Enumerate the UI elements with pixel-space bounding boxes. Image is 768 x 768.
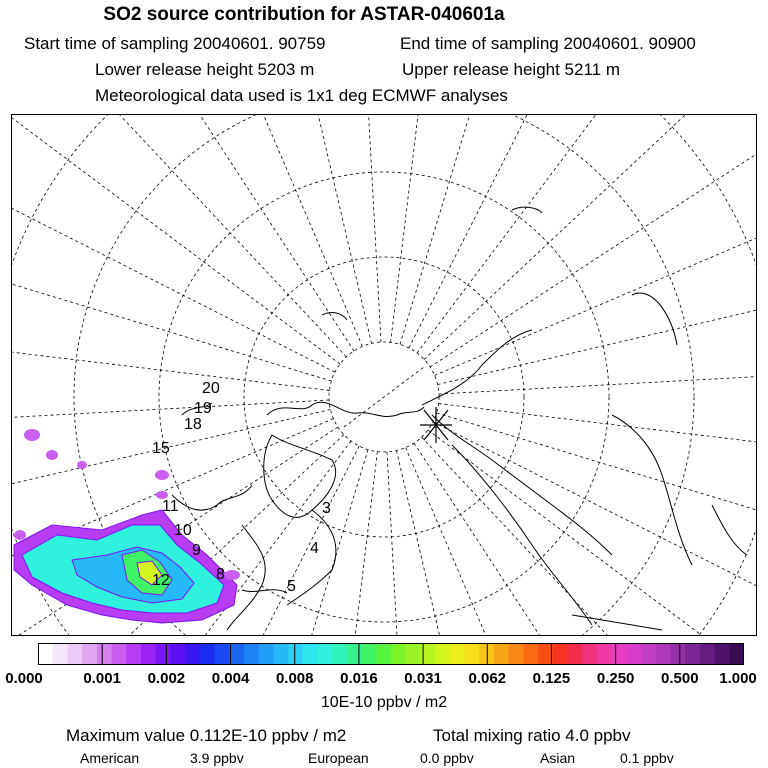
color-scale-cell [141,643,156,665]
plume-patch [24,429,40,441]
color-scale-cell [200,643,215,665]
color-scale-tick-label: 0.250 [596,670,635,687]
contour-label: 8 [216,566,225,583]
pole-line [344,367,424,427]
american-value: 3.9 ppbv [190,750,244,766]
end-time-label: End time of sampling 20040601. 90900 [400,34,696,53]
american-label: American [80,750,140,766]
plume-patch [77,461,87,469]
european-value: 0.0 ppbv [420,750,474,766]
color-scale-cell [259,643,274,665]
contour-label: 11 [162,498,179,515]
color-scale-cell [347,643,362,665]
color-scale-cell [626,643,641,665]
meridian-line [433,422,757,636]
color-scale-cell [170,643,185,665]
maximum-value-label: Maximum value 0.112E-10 ppbv / m2 [66,726,347,745]
color-scale-cell [82,643,97,665]
meridian-line [439,348,757,394]
meridian-line [430,115,757,367]
color-scale-cell [406,643,421,665]
color-scale-cell [523,643,538,665]
release-site-marker [420,407,452,443]
color-scale-cell [465,643,480,665]
meridian-line [180,115,372,343]
color-scale-bar [38,643,744,667]
lower-release-label: Lower release height 5203 m [95,60,315,79]
contour-label: 4 [310,540,319,557]
meridian-line [439,404,757,505]
color-scale-cell [97,643,112,665]
color-scale-tick-label: 1.000 [719,670,757,687]
asian-value: 0.1 ppbv [620,750,674,766]
color-scale-cell [450,643,465,665]
plume-patch [224,570,240,580]
meridian-line [12,400,329,446]
asian-label: Asian [540,750,576,766]
plume-patch [14,530,26,540]
color-scale-cell [185,643,200,665]
color-scale-cell [317,643,332,665]
color-scale-cell [435,643,450,665]
color-scale-cell [376,643,391,665]
meridian-line [391,115,492,342]
contour-label: 12 [152,572,170,589]
meridian-line [276,452,377,636]
meridian-line [12,115,335,372]
color-scale-cell [126,643,141,665]
plume-patch [155,470,169,480]
meridian-line [12,289,329,390]
color-scale-tick-label: 0.062 [468,670,507,687]
color-scale-cell [509,643,524,665]
color-scale-cell [38,643,53,665]
meridian-line [406,448,738,636]
meridian-line [422,437,757,636]
color-scale-tick-label: 0.031 [404,670,442,687]
color-scale-cell [670,643,685,665]
meridian-line [417,115,757,353]
contour-label: 5 [287,578,296,595]
contour-label: 18 [184,416,202,433]
color-scale-cell [156,643,171,665]
units-label: 10E-10 ppbv / m2 [320,694,448,711]
color-scale-cell [494,643,509,665]
contour-label: 3 [322,500,331,517]
color-scale-cell [612,643,627,665]
start-time-label: Start time of sampling 20040601. 90759 [24,34,326,53]
contour-label: 15 [152,440,170,457]
meridian-line [424,115,757,359]
color-scale-cell [391,643,406,665]
color-scale-cell [685,643,700,665]
color-scale-cell [729,643,744,665]
color-scale-tick-label: 0.500 [661,670,699,687]
color-scale-cell [641,643,656,665]
meridian-line [335,115,381,342]
color-scale-cell [582,643,597,665]
contour-label: 20 [202,380,220,397]
polar-map [11,114,757,636]
upper-release-label: Upper release height 5211 m [402,60,620,79]
map-svg [12,115,757,636]
color-scale-cell [597,643,612,665]
meridian-line [12,115,340,364]
color-scale-cell [288,643,303,665]
color-scale-cell [53,643,68,665]
meridian-line [428,430,757,636]
color-scale-cell [215,643,230,665]
total-mixing-ratio-label: Total mixing ratio 4.0 ppbv [433,726,631,745]
met-data-label: Meteorological data used is 1x1 deg ECMWF analyses [95,86,508,105]
contour-label: 10 [174,522,192,539]
meridian-line [12,115,354,351]
color-scale-tick-label: 0.125 [532,670,571,687]
contour-label: 9 [192,542,201,559]
color-scale-cell [332,643,347,665]
meridian-line [12,136,331,381]
color-scale-tick-label: 0.016 [340,670,378,687]
european-label: European [308,750,369,766]
color-scale-cell [656,643,671,665]
color-scale-cell [362,643,377,665]
meridian-line [435,115,757,375]
meridian-line [387,452,433,636]
color-scale-cell [553,643,568,665]
map-title: SO2 source contribution for ASTAR-040601a [103,4,505,25]
color-scale-tick-label: 0.001 [83,670,121,687]
color-scale-cell [273,643,288,665]
color-scale-cell [715,643,730,665]
plume-patch [46,450,58,460]
meridian-line [31,115,363,346]
meridian-line [438,193,757,385]
color-scale-cell [229,643,244,665]
so2-plume [14,429,240,623]
color-scale-tick-label: 0.000 [5,670,43,687]
color-scale-tick-label: 0.002 [147,670,186,687]
color-scale-cell [112,643,127,665]
coastlines [172,207,747,630]
meridian-line [437,413,757,636]
color-scale-tick-label: 0.004 [211,670,250,687]
meridian-line [400,115,645,344]
contour-label: 19 [194,400,212,417]
meridian-line [12,115,346,357]
color-scale-tick-label: 0.008 [275,670,314,687]
color-scale-cell [568,643,583,665]
meridian-line [409,115,757,348]
color-scale-cell [303,643,318,665]
color-scale-cell [67,643,82,665]
color-scale-cell [244,643,259,665]
color-scale-cell [700,643,715,665]
